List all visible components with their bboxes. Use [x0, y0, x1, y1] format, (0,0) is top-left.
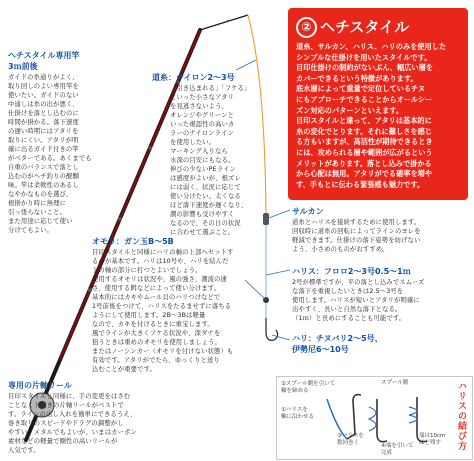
rod-title: ヘチスタイル専用竿 3ｍ前後	[8, 51, 80, 71]
callout-line-michito	[236, 60, 256, 70]
harisu-description: 2号が標準ですが、平の落とし込みでスムーズ な落下を重視したいときは2.5〜3号を 使用します。ハリスが短いとアタリが明確に 出やすく、長いと自然な落下となる。 （1ｍ）と長めにすることも可能です。	[292, 279, 425, 322]
rod-description: ガイドの糸通りがよく、 取り回しのよい専用竿を 使いたい。ガイドのない 中通しは糸の出が悪く、 仕掛けを落とし込むのに 時間が掛かる。落下速度 の遅い時期にはアタリを 取りにくい。アタリが明 確に出るガイド付きの竿 がベターである。あくまでも 自重のバランスで落とし 込むのがヘチ釣りの醍醐 味。竿は柔軟性のあるし なやかなものを選び、 根掛かり時に無理に 引っ張らないこと。 また用途に応じて使い 分けてもよい。	[8, 74, 92, 234]
knot-line	[327, 399, 347, 439]
knot-step-1: ①ハリスを 軸に沿わせる	[281, 407, 315, 420]
style-number-badge: ②	[296, 17, 317, 38]
knot-hook-1	[347, 395, 361, 439]
knot-wraps	[369, 407, 376, 431]
reel-description: 目印スタイルと同様に、手の変更をはさむ ことなく下向きの片軸リールがベストで す。ラインの出し入れを簡単にできるうえ、 巻き取りのスピードやドラグの調整がし やすい。メタルでもよいが、いまはカーボン 素材などの軽量で剛性の高いリールが 人気です。	[8, 393, 137, 454]
knot-step-2: ②スプール側を引いて 輪を締める	[281, 381, 336, 394]
style-summary-text: 道糸、サルカン、ハリス、ハリのみを使用した シンプルな仕掛けを用いたスタイルです。 目印仕掛けの制約がないぶん、幅広い層を カバーできるという特徴があります。 底水層によって重量で定位しているチヌ にもアプローチできることからオールシー ズン対応のパターンといえます。 目印スタイルと違って、アタリは基本的に 糸の変化でとります。それに難しさを感じ る方もいますが、高活性が期待できるとき には、攻められる層や範囲が広がるという メリットがあります。落とし込みで掛かる から心配は無用。アタリがでる確率を増や す、手もとに伝わる緊張感も魅力です。	[296, 42, 447, 189]
style-title	[296, 16, 409, 38]
knot-guide-box	[276, 376, 473, 460]
knot-step-3: ③ハリスを 数回巻く	[337, 433, 364, 446]
knot-end-note: 端は10cm ほど残す	[419, 433, 446, 446]
omori-description: 目印スタイルと同様にハリの軸の上部へセットす るのが基本です。ハリは10号や、ハリを結んだ 上の軸の部分に打つとよいでしょう。 使用するオモリは状況や、風の強さ、潮流の速 さ、使用する餌などによって使い分けます。 基本的にはカキやムール貝のハリつけなどで 1号前後をつけて、ハリスをたるませずに落ちる ようにして使用します。2B〜3Bは軽量 なので、カキを付けるときに重宝します。 風でラインが大きくフケる状況や、深ダナを 狙うときは重めのオモリを使用しましょう。 またはノーシンカー（オモリを付けない状態）も 有効です。アタリがでたら、ゆっくりと送り 込むことが重要です。	[92, 249, 234, 373]
callout-line-sarukan	[266, 210, 290, 219]
harisu-title: ハリス：フロロ2〜3号0.5〜1ｍ	[292, 267, 411, 276]
knot-hook-2	[377, 399, 387, 442]
michito-title: 道糸：ナイロン2〜3号	[152, 73, 235, 82]
rod-guide	[148, 146, 151, 149]
reel-title: 専用の片軸リール	[8, 381, 72, 390]
callout-line-harisu	[266, 270, 290, 275]
style-summary-box	[288, 8, 468, 200]
style-title-text: ヘチスタイル	[320, 18, 410, 36]
michito-description: 「引き込まれる」「フケる」 といった小さなアタリ を見逃さないよう、 オレンジやグリーンと いった視認性の高いカ ラーのナイロンライン を使用したい。 マーキング入りなら 水深の目安にもなる。 伸びの少ないPEライン は感度がよいが、根ズレ には弱く、状況に応じて 使い分けたい。太くなる ほど落下速度が遅くなり、 潮の影響も受けやすく なるので、その日の状況 に合わせて選ぶこと。	[170, 85, 251, 236]
knot-step-4: ④端を引いて 完成	[381, 443, 414, 456]
knot-spool-label: スプール側	[381, 380, 409, 386]
omori-title: オモリ：ガン玉B〜5B	[92, 237, 174, 246]
rod-guide	[118, 217, 122, 221]
hook-title: ハリ：チヌバリ2〜5号、 伊勢尼6〜10号	[292, 334, 383, 354]
rod-guide	[227, 20, 229, 22]
knot-diagram	[317, 389, 457, 449]
hook	[266, 318, 278, 340]
knot-hook-3	[417, 397, 427, 442]
knot-wraps-tight	[409, 407, 417, 423]
sarukan-title: サルカン	[292, 207, 324, 216]
rod-tip	[200, 15, 248, 30]
knot-guide-title: ハリスの結び方	[456, 381, 466, 451]
sarukan-description: 道糸とハリスを接続するために使用します。 回収時に道糸の回転によってラインのヨレを 軽減できます。仕掛けの落下姿勢を妨げない よう、小さめのものがおすすめ。	[292, 219, 421, 253]
